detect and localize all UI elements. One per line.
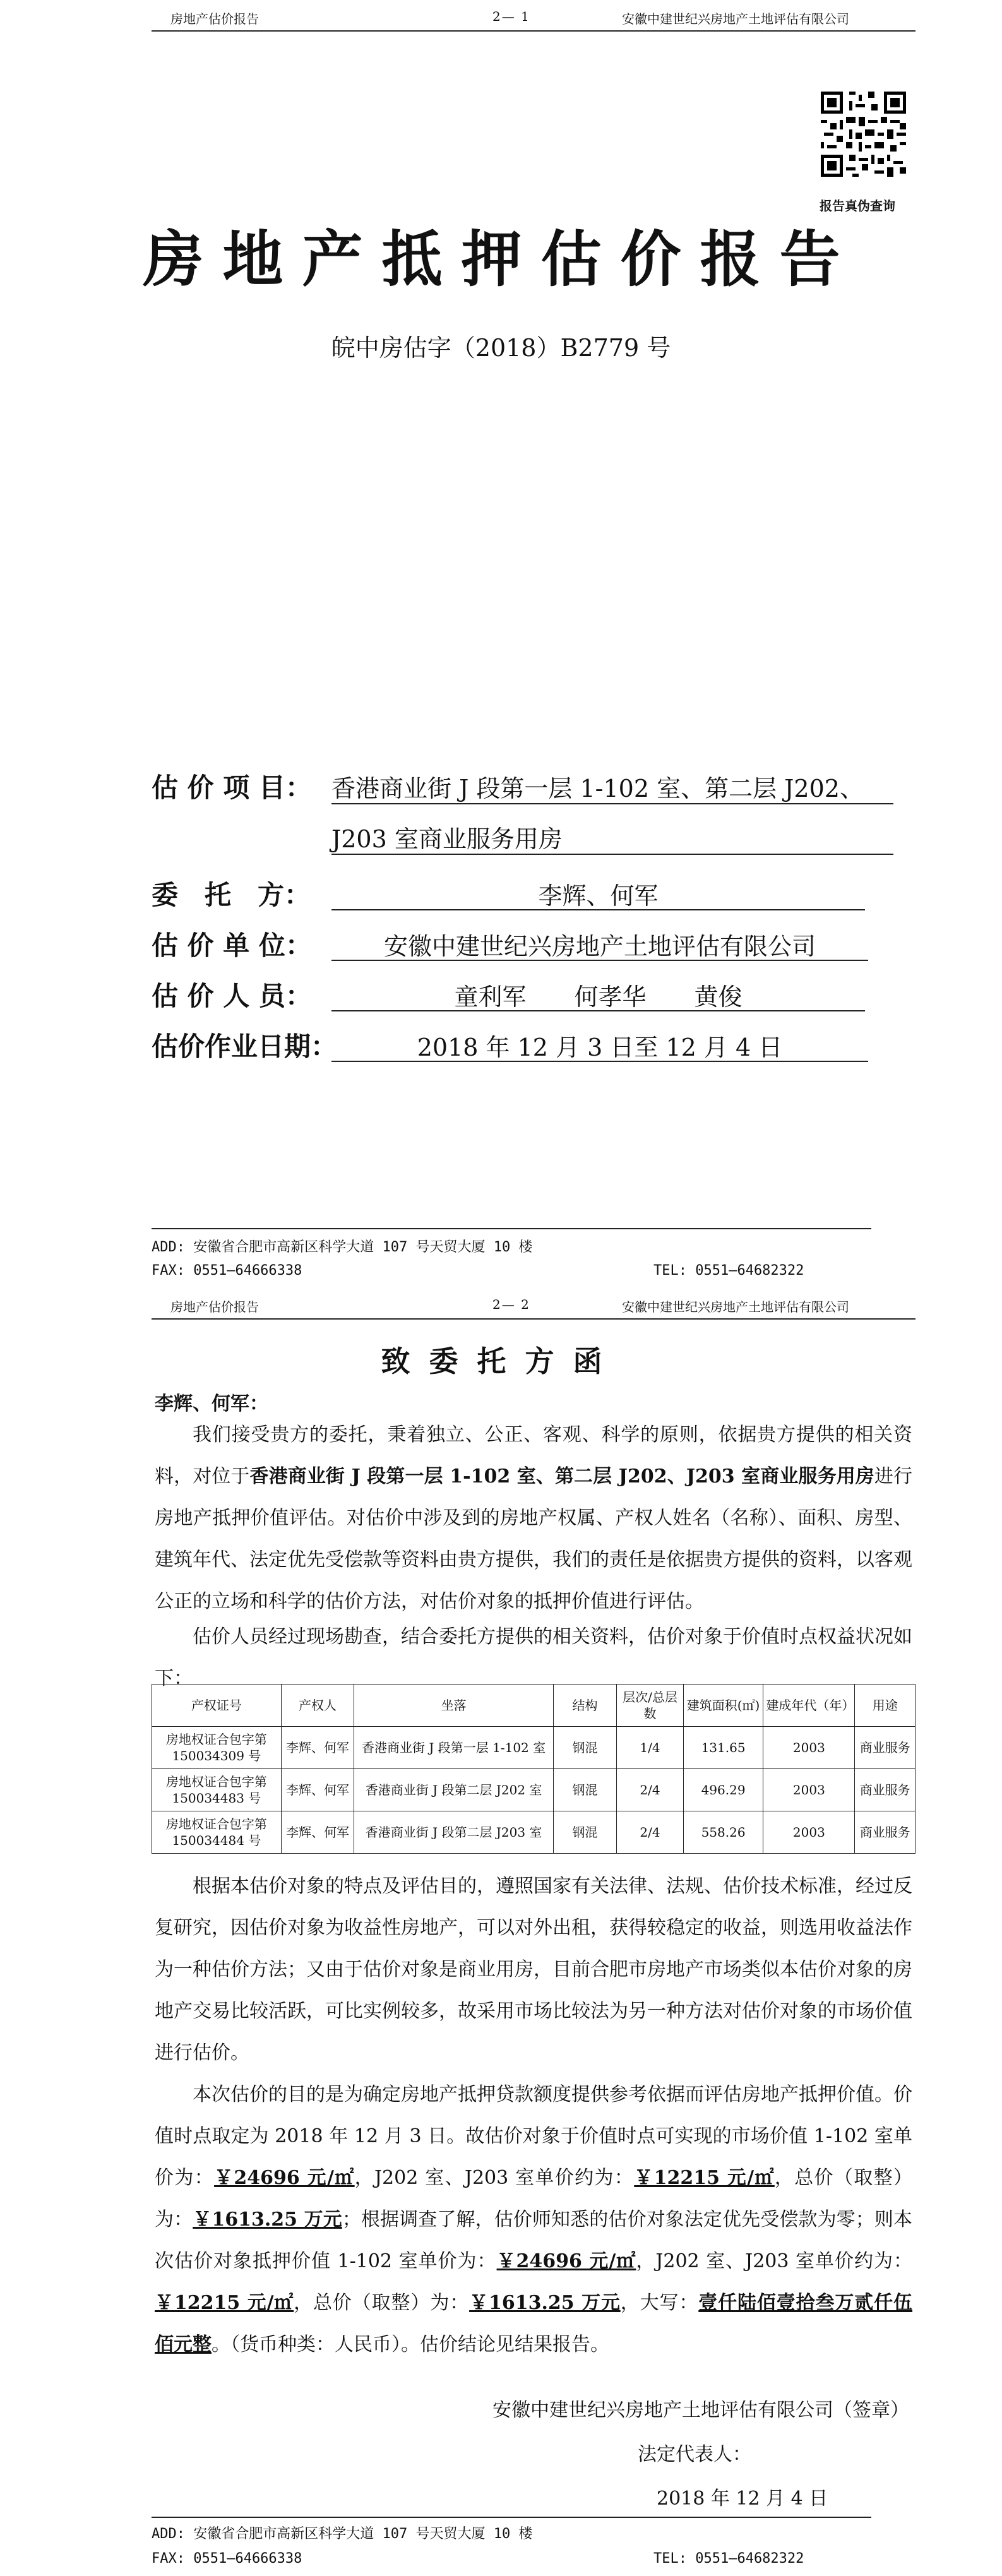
table-cell: 商业服务 bbox=[855, 1727, 916, 1769]
header-left: 房地产估价报告 bbox=[170, 11, 259, 27]
date-label: 估价作业日期： bbox=[152, 1031, 338, 1062]
letter-title: 致委托方函 bbox=[381, 1344, 621, 1378]
table-row bbox=[152, 1727, 916, 1769]
header-rule bbox=[152, 1318, 916, 1320]
signature-date: 2018 年 12 月 4 日 bbox=[657, 2488, 828, 2510]
table-header-cell: 产权证号 bbox=[152, 1685, 282, 1727]
date-value: 2018 年 12 月 3 日至 12 月 4 日 bbox=[417, 1034, 783, 1061]
letter-paragraph-4: 本次估价的目的是为确定房地产抵押贷款额度提供参考依据而评估房地产抵押价值。价值时点取定为 2018 年 12 月 3 日。故估价对象于价值时点可实现的市场价值 1-102 室单价为：￥24696 元/㎡，J202 室、J203 室单价约为：￥12215 元/㎡，总价（取整）为：￥1613.25 万元；根据调查了解，估价师知悉的估价对象法定优先受偿款为零；则本次估价对象抵押价值 1-102 室单价为：￥24696 元/㎡，J202 室、J203 室单价约为：￥12215 元/㎡，总价（取整）为：￥1613.25 万元，大写：壹仟陆佰壹拾叁万贰仟伍佰元整。（货币种类：人民币）。估价结论见结果报告。 bbox=[155, 2084, 913, 2356]
footer-tel: TEL: 0551—64682322 bbox=[653, 1263, 804, 1279]
letter-recipient: 李辉、何军： bbox=[155, 1393, 268, 1415]
table-header-cell: 结构 bbox=[553, 1685, 616, 1727]
table-cell: 131.65 bbox=[683, 1727, 763, 1769]
page1-header bbox=[0, 0, 1002, 33]
table-cell: 李辉、何军 bbox=[281, 1769, 354, 1811]
header-rule bbox=[152, 30, 916, 32]
footer-fax: FAX: 0551—64666338 bbox=[152, 2551, 302, 2567]
letter-paragraph-2: 估价人员经过现场勘查，结合委托方提供的相关资料，估价对象于价值时点权益状况如下： bbox=[155, 1626, 912, 1690]
table-cell: 2003 bbox=[763, 1727, 855, 1769]
qr-code[interactable] bbox=[821, 92, 906, 177]
table-header-cell: 建成年代（年） bbox=[763, 1685, 855, 1727]
table-cell: 房地权证合包字第 150034309 号 bbox=[152, 1727, 282, 1769]
table-header-cell: 产权人 bbox=[281, 1685, 354, 1727]
table-header-cell: 坐落 bbox=[354, 1685, 554, 1727]
table-cell: 496.29 bbox=[683, 1769, 763, 1811]
footer-fax: FAX: 0551—64666338 bbox=[152, 1263, 302, 1279]
table-cell: 香港商业街 J 段第一层 1-102 室 bbox=[354, 1727, 554, 1769]
table-cell: 2003 bbox=[763, 1811, 855, 1854]
table-cell: 2/4 bbox=[617, 1769, 684, 1811]
footer-rule bbox=[152, 1228, 871, 1229]
table-cell: 558.26 bbox=[683, 1811, 763, 1854]
project-value-line2: J203 室商业服务用房 bbox=[331, 825, 563, 853]
header-page-number: 2— 2 bbox=[492, 1297, 530, 1312]
property-table bbox=[152, 1684, 916, 1854]
table-cell: 香港商业街 J 段第二层 J203 室 bbox=[354, 1811, 554, 1854]
table-row bbox=[152, 1769, 916, 1811]
footer-address: ADD: 安徽省合肥市高新区科学大道 107 号天贸大厦 10 楼 bbox=[152, 2526, 533, 2542]
header-page-number: 2— 1 bbox=[492, 9, 530, 24]
footer-address: ADD: 安徽省合肥市高新区科学大道 107 号天贸大厦 10 楼 bbox=[152, 1239, 533, 1255]
footer-tel: TEL: 0551—64682322 bbox=[653, 2551, 804, 2567]
header-right: 安徽中建世纪兴房地产土地评估有限公司 bbox=[622, 1299, 849, 1315]
table-cell: 1/4 bbox=[617, 1727, 684, 1769]
appraisers-label: 估 价 人 员： bbox=[152, 981, 312, 1011]
report-doc-number: 皖中房估字（2018）B2779 号 bbox=[331, 334, 671, 362]
table-cell: 商业服务 bbox=[855, 1811, 916, 1854]
report-title: 房地产抵押估价报告 bbox=[143, 224, 859, 295]
project-value-line1: 香港商业街 J 段第一层 1-102 室、第二层 J202、 bbox=[331, 775, 864, 802]
table-cell: 钢混 bbox=[553, 1727, 616, 1769]
date-underline bbox=[331, 1061, 868, 1062]
unit-value: 安徽中建世纪兴房地产土地评估有限公司 bbox=[383, 933, 816, 960]
page2-header bbox=[0, 1288, 1002, 1321]
table-cell: 钢混 bbox=[553, 1811, 616, 1854]
table-header-cell: 用途 bbox=[855, 1685, 916, 1727]
appraisers-underline bbox=[331, 1010, 865, 1011]
table-cell: 2/4 bbox=[617, 1811, 684, 1854]
qr-label: 报告真伪查询 bbox=[820, 198, 895, 213]
appraisers-value: 童利军 何孝华 黄俊 bbox=[454, 983, 743, 1011]
table-header-cell: 层次/总层数 bbox=[617, 1685, 684, 1727]
client-underline bbox=[331, 909, 865, 910]
table-cell: 李辉、何军 bbox=[281, 1727, 354, 1769]
table-cell: 房地权证合包字第 150034483 号 bbox=[152, 1769, 282, 1811]
table-cell: 2003 bbox=[763, 1769, 855, 1811]
table-header-row bbox=[152, 1685, 916, 1727]
table-header-cell: 建筑面积(㎡) bbox=[683, 1685, 763, 1727]
client-value: 李辉、何军 bbox=[538, 882, 659, 910]
table-cell: 商业服务 bbox=[855, 1769, 916, 1811]
project-label: 估 价 项 目： bbox=[152, 772, 312, 803]
table-row bbox=[152, 1811, 916, 1854]
signature-company: 安徽中建世纪兴房地产土地评估有限公司（签章） bbox=[492, 2399, 909, 2421]
unit-label: 估 价 单 位： bbox=[152, 930, 312, 961]
table-cell: 李辉、何军 bbox=[281, 1811, 354, 1854]
header-left: 房地产估价报告 bbox=[170, 1299, 259, 1315]
header-right: 安徽中建世纪兴房地产土地评估有限公司 bbox=[622, 11, 849, 27]
table-cell: 香港商业街 J 段第二层 J202 室 bbox=[354, 1769, 554, 1811]
letter-paragraph-3: 根据本估价对象的特点及评估目的，遵照国家有关法律、法规、估价技术标准，经过反复研究，因估价对象为收益性房地产，可以对外出租，获得较稳定的收益，则选用收益法作为一种估价方法；又由于估价对象是商业用房，目前合肥市房地产市场类似本估价对象的房地产交易比较活跃，可比实例较多，故采用市场比较法为另一种方法对估价对象的市场价值进行估价。 bbox=[155, 1875, 912, 2064]
table-cell: 钢混 bbox=[553, 1769, 616, 1811]
letter-paragraph-1: 我们接受贵方的委托，秉着独立、公正、客观、科学的原则，依据贵方提供的相关资料，对位于香港商业街 J 段第一层 1-102 室、第二层 J202、J203 室商业服务用房进行房地产抵押价值评估。对估价中涉及到的房地产权属、产权人姓名（名称）、面积、房型、建筑年代、法定优先受偿款等资料由贵方提供，我们的责任是依据贵方提供的资料，以客观公正的立场和科学的估价方法，对估价对象的抵押价值进行评估。 bbox=[155, 1424, 913, 1613]
signature-representative: 法定代表人： bbox=[638, 2443, 751, 2466]
project-underline-1 bbox=[331, 803, 893, 804]
client-label: 委 托 方： bbox=[152, 880, 311, 910]
unit-underline bbox=[331, 960, 868, 961]
table-cell: 房地权证合包字第 150034484 号 bbox=[152, 1811, 282, 1854]
project-underline-2 bbox=[331, 854, 893, 855]
footer-rule bbox=[152, 2517, 871, 2518]
